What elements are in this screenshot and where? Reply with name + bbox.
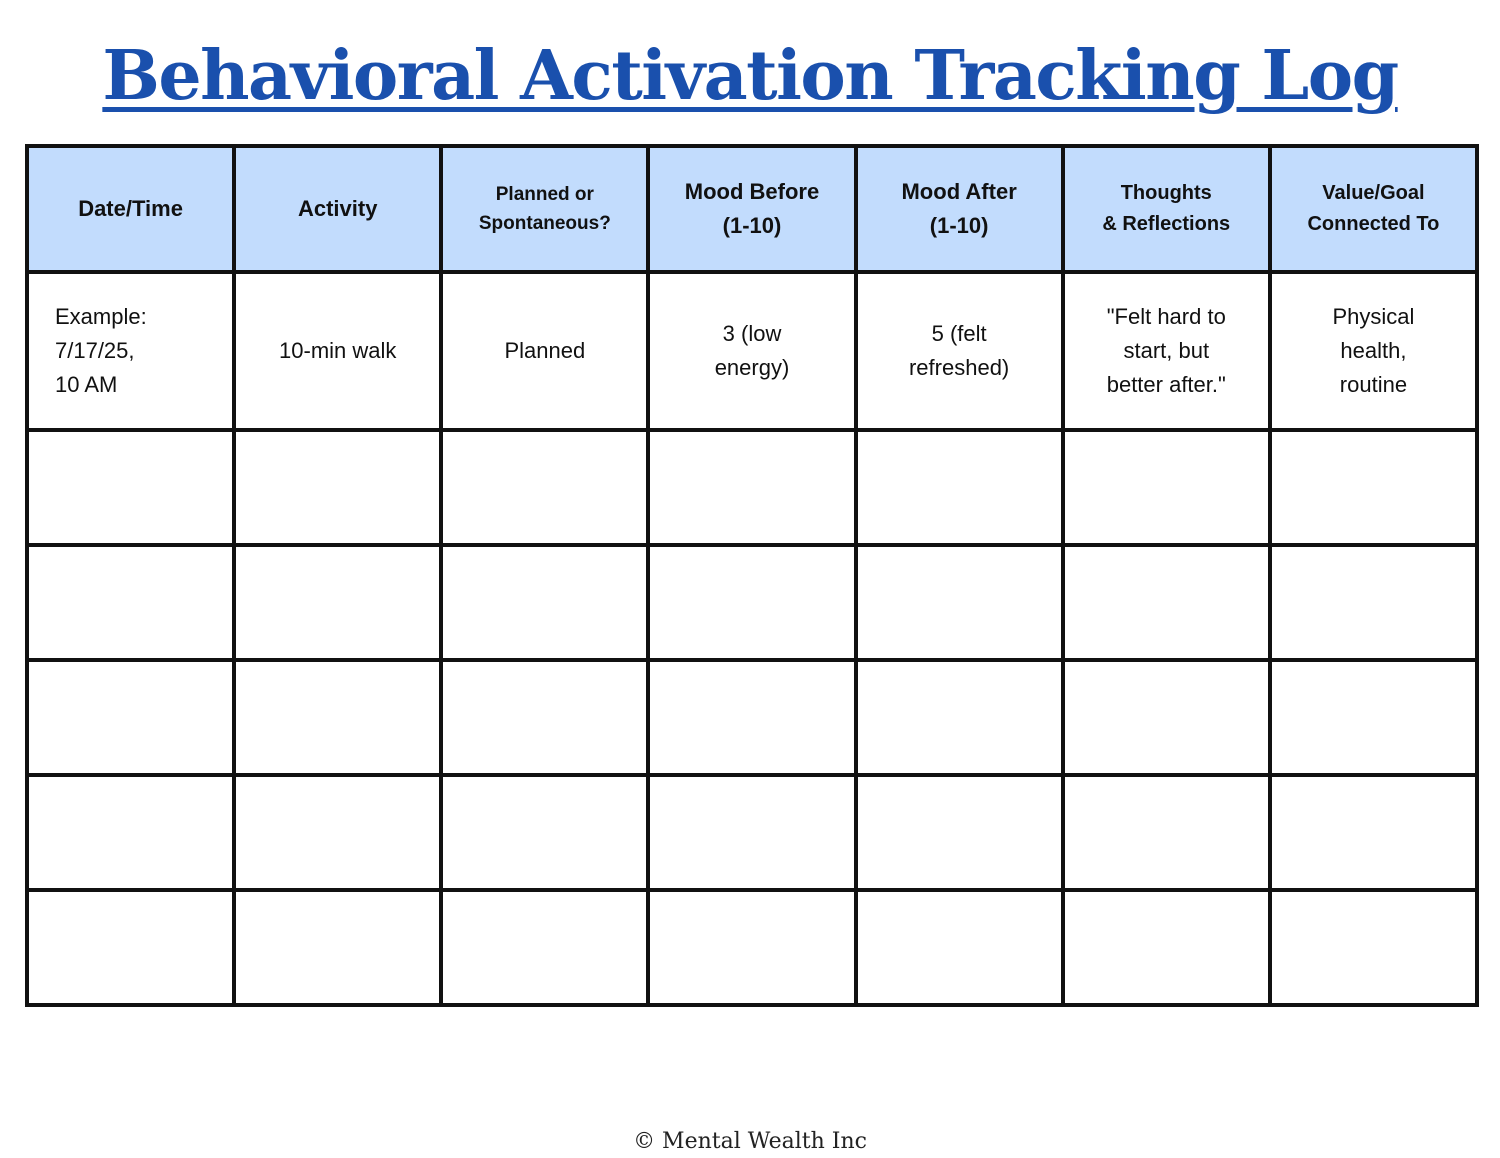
table-row bbox=[27, 430, 1477, 545]
table-row bbox=[27, 660, 1477, 775]
blank-cell-date-time[interactable] bbox=[27, 660, 234, 775]
blank-cell-date-time[interactable] bbox=[27, 430, 234, 545]
page-title bbox=[0, 34, 1500, 118]
example-mood-before-cell: 3 (low energy) bbox=[648, 272, 855, 430]
blank-cell-value-goal[interactable] bbox=[1270, 545, 1477, 660]
blank-cell-value-goal[interactable] bbox=[1270, 660, 1477, 775]
column-header-mood-after: Mood After (1-10) bbox=[856, 146, 1063, 272]
blank-cell-planned-or-spontaneous[interactable] bbox=[441, 660, 648, 775]
column-header-activity: Activity bbox=[234, 146, 441, 272]
page-title-text: Behavioral Activation Tracking Log bbox=[102, 36, 1398, 116]
blank-cell-thoughts-reflections[interactable] bbox=[1063, 660, 1270, 775]
blank-cell-mood-after[interactable] bbox=[856, 545, 1063, 660]
blank-cell-mood-after[interactable] bbox=[856, 660, 1063, 775]
blank-cell-mood-after[interactable] bbox=[856, 775, 1063, 890]
table-header-row bbox=[27, 146, 1477, 272]
blank-cell-mood-before[interactable] bbox=[648, 660, 855, 775]
table-row bbox=[27, 775, 1477, 890]
blank-cell-activity[interactable] bbox=[234, 775, 441, 890]
blank-cell-mood-before[interactable] bbox=[648, 430, 855, 545]
column-header-value-goal: Value/Goal Connected To bbox=[1270, 146, 1477, 272]
blank-cell-value-goal[interactable] bbox=[1270, 430, 1477, 545]
example-mood-after-cell: 5 (felt refreshed) bbox=[856, 272, 1063, 430]
blank-cell-thoughts-reflections[interactable] bbox=[1063, 430, 1270, 545]
blank-cell-activity[interactable] bbox=[234, 430, 441, 545]
example-activity-cell: 10-min walk bbox=[234, 272, 441, 430]
blank-cell-thoughts-reflections[interactable] bbox=[1063, 890, 1270, 1005]
example-value-goal-cell: Physical health, routine bbox=[1270, 272, 1477, 430]
blank-cell-date-time[interactable] bbox=[27, 775, 234, 890]
blank-cell-date-time[interactable] bbox=[27, 890, 234, 1005]
blank-cell-date-time[interactable] bbox=[27, 545, 234, 660]
column-header-planned-or-spontaneous: Planned or Spontaneous? bbox=[441, 146, 648, 272]
blank-cell-activity[interactable] bbox=[234, 660, 441, 775]
example-planned-cell: Planned bbox=[441, 272, 648, 430]
column-header-mood-before: Mood Before (1-10) bbox=[648, 146, 855, 272]
example-date-time-cell: Example: 7/17/25, 10 AM bbox=[27, 272, 234, 430]
blank-cell-activity[interactable] bbox=[234, 545, 441, 660]
column-header-thoughts-reflections: Thoughts & Reflections bbox=[1063, 146, 1270, 272]
blank-cell-planned-or-spontaneous[interactable] bbox=[441, 430, 648, 545]
example-row bbox=[27, 272, 1477, 430]
copyright-footer: © Mental Wealth Inc bbox=[633, 1129, 867, 1154]
table-row bbox=[27, 545, 1477, 660]
example-thoughts-cell: "Felt hard to start, but better after." bbox=[1063, 272, 1270, 430]
blank-cell-planned-or-spontaneous[interactable] bbox=[441, 545, 648, 660]
blank-rows-body bbox=[27, 430, 1477, 1005]
blank-cell-planned-or-spontaneous[interactable] bbox=[441, 890, 648, 1005]
blank-cell-planned-or-spontaneous[interactable] bbox=[441, 775, 648, 890]
blank-cell-mood-after[interactable] bbox=[856, 430, 1063, 545]
blank-cell-activity[interactable] bbox=[234, 890, 441, 1005]
blank-cell-thoughts-reflections[interactable] bbox=[1063, 545, 1270, 660]
blank-cell-value-goal[interactable] bbox=[1270, 890, 1477, 1005]
blank-cell-mood-after[interactable] bbox=[856, 890, 1063, 1005]
column-header-date-time: Date/Time bbox=[27, 146, 234, 272]
blank-cell-value-goal[interactable] bbox=[1270, 775, 1477, 890]
table-row bbox=[27, 890, 1477, 1005]
blank-cell-mood-before[interactable] bbox=[648, 775, 855, 890]
blank-cell-thoughts-reflections[interactable] bbox=[1063, 775, 1270, 890]
blank-cell-mood-before[interactable] bbox=[648, 890, 855, 1005]
tracking-log-table bbox=[25, 144, 1479, 1007]
blank-cell-mood-before[interactable] bbox=[648, 545, 855, 660]
